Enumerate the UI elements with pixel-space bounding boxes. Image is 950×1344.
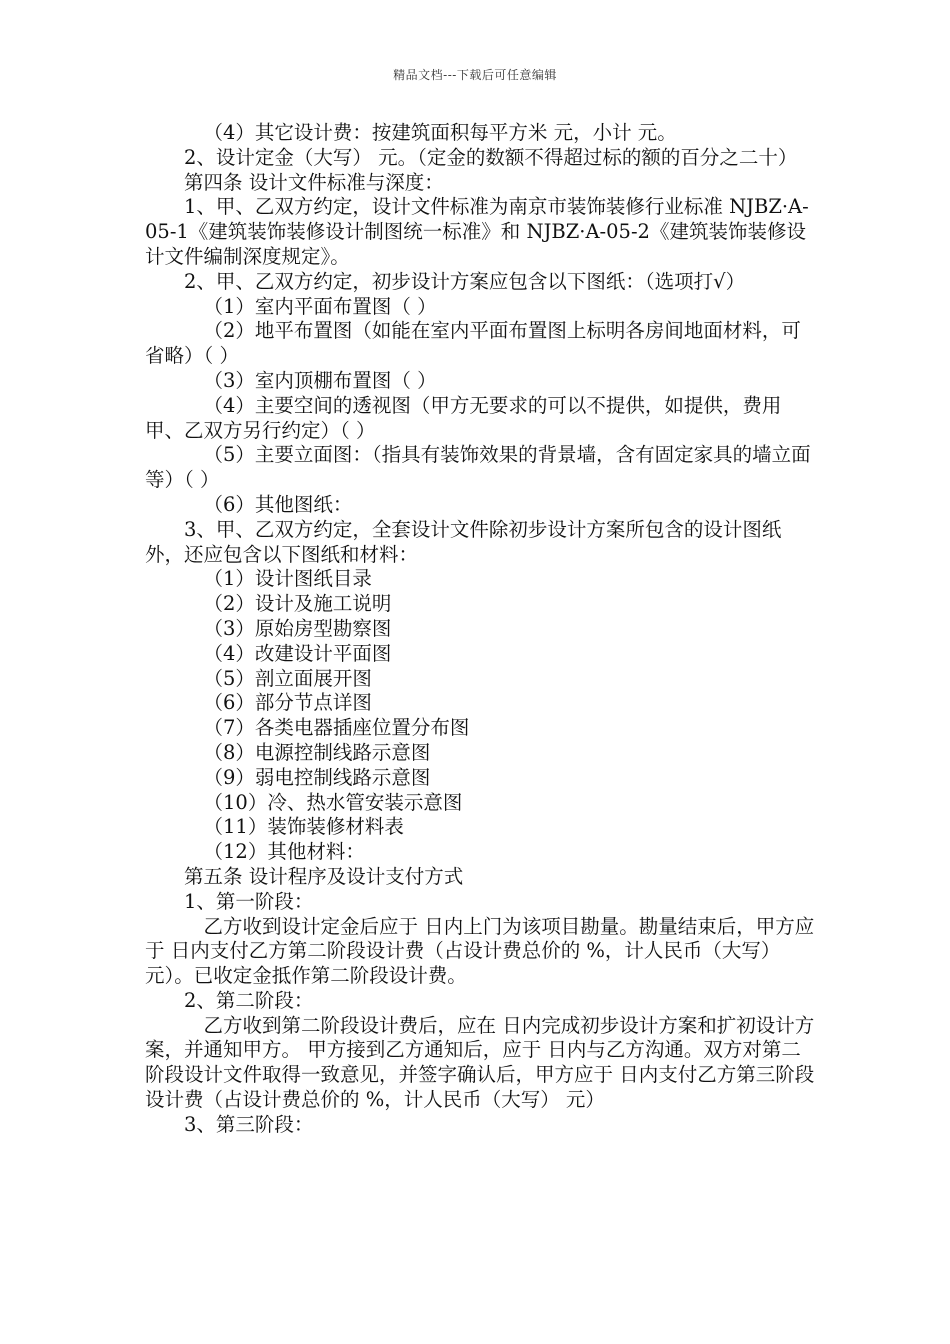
paragraph: （8）电源控制线路示意图	[203, 740, 431, 764]
paragraph: （4）其它设计费：按建筑面积每平方米 元，小计 元。	[203, 121, 677, 144]
paragraph: （12）其他材料：	[203, 840, 365, 864]
paragraph: 乙方收到设计定金后应于 日内上门为该项目勘量。勘量结束后，甲方应于 日内支付乙方第二阶段设计费（占设计费总价的 %，计人民币（大写） 元）。已收定金抵作第二阶段设计费。	[145, 914, 815, 988]
paragraph: （6）其他图纸：	[203, 492, 353, 516]
paragraph: 2、设计定金（大写） 元。（定金的数额不得超过标的额的百分之二十）	[184, 145, 798, 169]
paragraph: 2、第二阶段：	[184, 988, 314, 1012]
paragraph: （1）设计图纸目录	[203, 567, 372, 591]
paragraph: （9）弱电控制线路示意图	[203, 765, 431, 789]
paragraph: 3、甲、乙双方约定，全套设计文件除初步设计方案所包含的设计图纸外，还应包含以下图纸和材料：	[145, 517, 782, 566]
paragraph: （3）原始房型勘察图	[203, 616, 392, 640]
page-header: 精品文档---下载后可任意编辑	[393, 68, 557, 82]
paragraph: （3）室内顶棚布置图（ ）	[203, 368, 437, 392]
paragraph: （10）冷、热水管安装示意图	[203, 790, 463, 814]
paragraph: （2）地平布置图（如能在室内平面布置图上标明各房间地面材料，可省略）（ ）	[145, 319, 801, 368]
paragraph: （2）设计及施工说明	[203, 592, 392, 616]
paragraph: 乙方收到第二阶段设计费后，应在 日内完成初步设计方案和扩初设计方案，并通知甲方。 甲方接到乙方通知后，应于 日内与乙方沟通。双方对第二阶段设计文件取得一致意见，并签字确认后，甲方应于 日内支付乙方第三阶段设计费（占设计费总价的 %，计人民币（大写） 元）	[145, 1013, 815, 1112]
paragraph: 第五条 设计程序及设计支付方式	[184, 864, 464, 888]
paragraph: 3、第三阶段：	[184, 1112, 314, 1136]
paragraph: （4）改建设计平面图	[203, 641, 392, 665]
paragraph: 2、甲、乙双方约定，初步设计方案应包含以下图纸：（选项打√）	[184, 269, 746, 293]
paragraph: （11）装饰装修材料表	[203, 815, 404, 839]
paragraph: 1、第一阶段：	[184, 889, 314, 913]
paragraph: （4）主要空间的透视图（甲方无要求的可以不提供，如提供，费用甲、乙双方另行约定）（ ）	[145, 393, 782, 442]
paragraph: （1）室内平面布置图（ ）	[203, 294, 437, 318]
paragraph: （7）各类电器插座位置分布图	[203, 716, 470, 740]
paragraph: 1、甲、乙双方约定，设计文件标准为南京市装饰装修行业标准 NJBZ·A-05-1《建筑装饰装修设计制图统一标准》和 NJBZ·A-05-2《建筑装饰装修设计文件编制深度规定》。	[145, 195, 809, 268]
document-body	[145, 121, 815, 1138]
paragraph: （6）部分节点详图	[203, 691, 372, 715]
paragraph: （5）剖立面展开图	[203, 666, 372, 690]
paragraph: 第四条 设计文件标准与深度：	[184, 170, 444, 194]
paragraph: （5）主要立面图：（指具有装饰效果的背景墙，含有固定家具的墙立面等）（ ）	[145, 443, 811, 492]
